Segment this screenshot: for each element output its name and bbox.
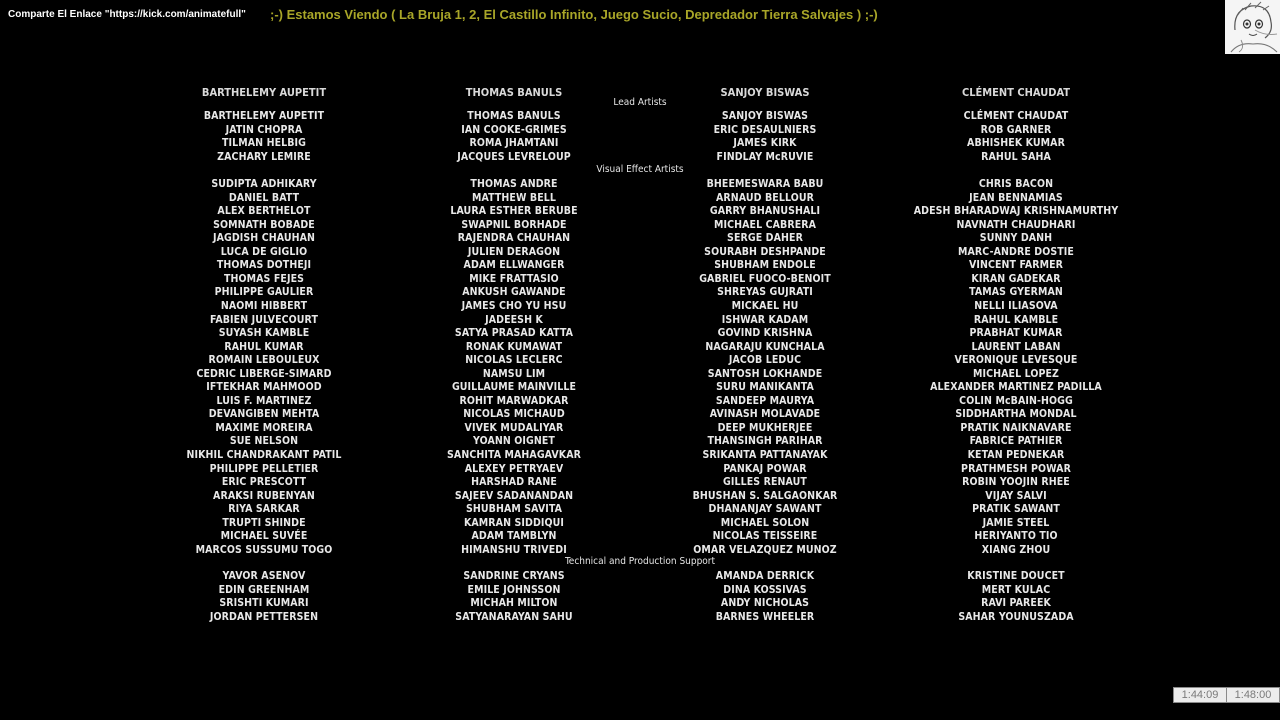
credits-row	[0, 137, 1280, 151]
credit-name: PANKAJ POWAR	[723, 462, 807, 475]
credit-name: MICHAEL LOPEZ	[972, 367, 1060, 380]
credits-section-heading: Visual Effect Artists	[596, 164, 684, 175]
credit-name: LUCA DE GIGLIO	[220, 245, 308, 258]
credit-name: ALEX BERTHELOT	[217, 205, 311, 218]
credit-name: FINDLAY McRUVIE	[716, 150, 814, 163]
credits-row	[0, 300, 1280, 314]
credit-name: SRISHTI KUMARI	[219, 597, 309, 609]
credit-name: SANCHITA MAHAGAVKAR	[447, 449, 581, 461]
credit-name: SAHAR YOUNUSZADA	[958, 610, 1074, 623]
credit-name: THANSINGH PARIHAR	[707, 435, 823, 448]
credit-name: THOMAS FEJES	[223, 272, 305, 285]
credit-name: GUILLAUME MAINVILLE	[451, 381, 577, 394]
credits-row	[0, 232, 1280, 246]
credit-name: SRIKANTA PATTANAYAK	[702, 449, 828, 461]
credit-name: NAOMI HIBBERT	[220, 299, 308, 312]
credit-name: BARTHELEMY AUPETIT	[203, 110, 325, 122]
credit-name: DINA KOSSIVAS	[723, 583, 807, 596]
credit-name: FABIEN JULVECOURT	[209, 313, 319, 326]
credit-name: PHILIPPE PELLETIER	[209, 462, 319, 475]
credit-name: CEDRIC LIBERGE-SIMARD	[196, 367, 332, 380]
credit-name: COLIN McBAIN-HOGG	[959, 394, 1073, 407]
credit-name: VERONIQUE LEVESQUE	[954, 354, 1078, 367]
credits-row	[0, 327, 1280, 341]
credit-name: RAJENDRA CHAUHAN	[457, 232, 571, 245]
credits-row	[0, 463, 1280, 477]
credit-name: SHREYAS GUJRATI	[717, 286, 813, 299]
credit-name: DEEP MUKHERJEE	[717, 421, 813, 434]
credits-row	[0, 584, 1280, 598]
credit-name: CLÉMENT CHAUDAT	[963, 110, 1069, 122]
credit-name: MARCOS SUSSUMU TOGO	[195, 543, 333, 556]
credit-name: CHRIS BACON	[978, 178, 1054, 190]
credit-name: GOVIND KRISHNA	[717, 327, 813, 340]
credits-row	[0, 597, 1280, 611]
credit-name: SATYA PRASAD KATTA	[454, 327, 574, 340]
credit-name: NAGARAJU KUNCHALA	[705, 340, 825, 353]
credits-section-heading: Technical and Production Support	[564, 556, 716, 567]
credit-name: XIANG ZHOU	[981, 543, 1051, 556]
credit-name: HARSHAD RANE	[471, 476, 557, 489]
current-time-display: 1:44:09	[1173, 687, 1227, 703]
credits-row	[0, 517, 1280, 531]
credits-row	[0, 503, 1280, 517]
credit-name: MAXIME MOREIRA	[215, 421, 313, 434]
credits-row	[0, 449, 1280, 463]
credit-name: NICOLAS TEISSEIRE	[712, 530, 818, 543]
credit-name: HIMANSHU TRIVEDI	[461, 543, 567, 556]
credit-name: BHEEMESWARA BABU	[706, 178, 824, 190]
cut-off-name: THOMAS BANULS	[465, 86, 563, 99]
credit-name: DEVANGIBEN MEHTA	[208, 408, 320, 421]
credit-name: JEAN BENNAMIAS	[969, 191, 1063, 204]
credit-name: PRATIK NAIKNAVARE	[960, 421, 1072, 434]
credit-name: EDIN GREENHAM	[218, 583, 310, 596]
credit-name: SIDDHARTHA MONDAL	[955, 408, 1077, 421]
credits-section-heading: Lead Artists	[613, 97, 667, 108]
credit-name: ROMAIN LEBOULEUX	[208, 354, 320, 367]
credits-row	[0, 570, 1280, 584]
credit-name: ALEXANDER MARTINEZ PADILLA	[930, 381, 1102, 394]
cut-off-name: BARTHELEMY AUPETIT	[201, 86, 327, 99]
credit-name: NICOLAS LECLERC	[465, 354, 563, 367]
credit-name: ROBIN YOOJIN RHEE	[962, 476, 1070, 489]
credits-row	[0, 205, 1280, 219]
credit-name: NIKHIL CHANDRAKANT PATIL	[186, 449, 342, 461]
credits-row	[0, 422, 1280, 436]
total-time-display: 1:48:00	[1226, 687, 1280, 703]
credits-row	[0, 354, 1280, 368]
credits-row	[0, 530, 1280, 544]
credit-name: SANJOY BISWAS	[721, 110, 809, 122]
credit-name: ARNAUD BELLOUR	[716, 191, 814, 204]
credit-name: SUNNY DANH	[979, 232, 1053, 245]
credit-name: JORDAN PETTERSEN	[209, 610, 319, 623]
credit-name: GABRIEL FUOCO-BENOIT	[699, 272, 831, 285]
credits-row	[0, 341, 1280, 355]
credit-name: JACQUES LEVRELOUP	[457, 150, 571, 163]
credit-name: DHANANJAY SAWANT	[708, 503, 822, 516]
credit-name: SERGE DAHER	[727, 232, 803, 245]
stream-link-text: Comparte El Enlace "https://kick.com/animatefull"	[8, 9, 246, 20]
credit-name: MICHAH MILTON	[470, 597, 558, 609]
credit-name: TRUPTI SHINDE	[222, 516, 306, 529]
credit-name: SAJEEV SADANANDAN	[454, 489, 574, 502]
credits-row	[0, 124, 1280, 138]
credit-name: SUDIPTA ADHIKARY	[211, 178, 317, 190]
credits-row	[0, 368, 1280, 382]
cut-off-name: CLÉMENT CHAUDAT	[961, 86, 1071, 99]
credit-name: TAMAS GYERMAN	[969, 286, 1063, 299]
credit-name: NICOLAS MICHAUD	[463, 408, 565, 421]
credit-name: KIRAN GADEKAR	[971, 272, 1061, 285]
credit-name: SWAPNIL BORHADE	[461, 218, 567, 231]
credit-name: RAHUL KUMAR	[224, 340, 304, 353]
credit-name: MARC-ANDRE DOSTIE	[958, 245, 1074, 258]
credit-name: JAMES KIRK	[733, 137, 797, 149]
credit-name: AVINASH MOLAVADE	[709, 408, 821, 421]
credit-name: NELLI ILIASOVA	[974, 299, 1058, 312]
credit-name: LAURENT LABAN	[971, 340, 1061, 353]
credit-name: RIYA SARKAR	[228, 503, 300, 516]
credits-row	[0, 611, 1280, 625]
credit-name: DANIEL BATT	[228, 191, 300, 204]
credit-name: SOURABH DESHPANDE	[704, 245, 826, 258]
credits-row	[0, 395, 1280, 409]
credit-name: SHUBHAM SAVITA	[465, 503, 563, 516]
credit-name: ARAKSI RUBENYAN	[213, 489, 315, 502]
credits-row	[0, 151, 1280, 165]
credit-name: ERIC PRESCOTT	[221, 476, 307, 489]
credit-name: KAMRAN SIDDIQUI	[463, 516, 565, 529]
credit-name: ISHWAR KADAM	[721, 313, 809, 326]
credit-name: THOMAS ANDRE	[470, 178, 558, 190]
credit-name: JAGDISH CHAUHAN	[212, 232, 316, 245]
credits-row	[0, 246, 1280, 260]
credits-row	[0, 408, 1280, 422]
credit-name: RONAK KUMAWAT	[465, 340, 563, 353]
credits-row	[0, 435, 1280, 449]
credits-row	[0, 110, 1280, 124]
credit-name: SANTOSH LOKHANDE	[707, 367, 823, 380]
credits-row	[0, 192, 1280, 206]
credit-name: SUE NELSON	[229, 435, 299, 448]
credit-name: MIKE FRATTASIO	[469, 272, 559, 285]
credits-row	[0, 219, 1280, 233]
credits-row	[0, 490, 1280, 504]
credit-name: MICKAEL HU	[731, 299, 799, 312]
credit-name: YAVOR ASENOV	[222, 570, 306, 582]
credit-name: RAHUL KAMBLE	[973, 313, 1059, 326]
credit-name: SANDRINE CRYANS	[463, 570, 565, 582]
credit-name: ANKUSH GAWANDE	[462, 286, 566, 299]
credit-name: ABHISHEK KUMAR	[967, 137, 1065, 149]
credit-name: LUIS F. MARTINEZ	[216, 394, 312, 407]
credit-name: MATTHEW BELL	[472, 191, 556, 204]
credit-name: SANDEEP MAURYA	[715, 394, 815, 407]
credit-name: JAMIE STEEL	[982, 516, 1050, 529]
credit-name: ROMA JHAMTANI	[469, 137, 559, 149]
credit-name: TILMAN HELBIG	[221, 137, 307, 149]
credit-name: OMAR VELAZQUEZ MUNOZ	[693, 543, 837, 556]
credit-name: ROHIT MARWADKAR	[459, 394, 569, 407]
credit-name: VIVEK MUDALIYAR	[464, 421, 564, 434]
credit-name: GARRY BHANUSHALI	[709, 205, 821, 218]
credit-name: FABRICE PATHIER	[969, 435, 1063, 448]
credit-name: ADAM ELLWANGER	[463, 259, 565, 272]
credit-name: MICHAEL SUVÉE	[220, 530, 308, 543]
credit-name: JATIN CHOPRA	[225, 123, 303, 136]
credit-name: PRABHAT KUMAR	[969, 327, 1063, 340]
credit-name: ANDY NICHOLAS	[720, 597, 810, 609]
credits-row	[0, 314, 1280, 328]
marquee-text: ;-) Estamos Viendo ( La Bruja 1, 2, El Castillo Infinito, Juego Sucio, Depredador Tierra Salvajes ) ;-)	[270, 7, 878, 22]
credit-name: KETAN PEDNEKAR	[967, 449, 1065, 461]
credit-name: VINCENT FARMER	[968, 259, 1064, 272]
credits-row	[0, 273, 1280, 287]
credit-name: RAHUL SAHA	[981, 150, 1051, 163]
credits-cut-off-row	[0, 84, 1280, 99]
credit-name: ADESH BHARADWAJ KRISHNAMURTHY	[913, 205, 1119, 218]
cut-off-name: SANJOY BISWAS	[720, 86, 810, 99]
credit-name: BARNES WHEELER	[715, 610, 815, 623]
credit-name: ERIC DESAULNIERS	[713, 123, 817, 136]
credit-name: ALEXEY PETRYAEV	[464, 462, 564, 475]
credits-row	[0, 476, 1280, 490]
credit-name: MICHAEL CABRERA	[713, 218, 817, 231]
credit-name: RAVI PAREEK	[981, 597, 1051, 609]
credit-name: PRATIK SAWANT	[972, 503, 1060, 516]
credit-name: JADEESH K	[485, 313, 543, 326]
credits-row	[0, 381, 1280, 395]
credits-row	[0, 178, 1280, 192]
credit-name: NAVNATH CHAUDHARI	[956, 218, 1076, 231]
credits-row	[0, 259, 1280, 273]
credit-name: JULIEN DERAGON	[467, 245, 561, 258]
credit-name: MICHAEL SOLON	[720, 516, 810, 529]
credit-name: IAN COOKE-GRIMES	[461, 123, 567, 136]
credit-name: GILLES RENAUT	[723, 476, 807, 489]
credit-name: PHILIPPE GAULIER	[214, 286, 314, 299]
credit-name: THOMAS DOTHEJI	[216, 259, 312, 272]
credit-name: NAMSU LIM	[482, 367, 546, 380]
credit-name: SUYASH KAMBLE	[218, 327, 310, 340]
credit-name: MERT KULAC	[981, 583, 1051, 596]
credit-name: SURU MANIKANTA	[716, 381, 814, 394]
credit-name: JAMES CHO YU HSU	[461, 299, 567, 312]
credit-name: ZACHARY LEMIRE	[217, 150, 311, 163]
credit-name: EMILE JOHNSSON	[467, 583, 561, 596]
credit-name: BHUSHAN S. SALGAONKAR	[692, 489, 838, 502]
credit-name: SOMNATH BOBADE	[213, 218, 315, 231]
credit-name: VIJAY SALVI	[985, 489, 1047, 502]
credit-name: ROB GARNER	[980, 123, 1052, 136]
credit-name: ADAM TAMBLYN	[471, 530, 557, 543]
credit-name: THOMAS BANULS	[467, 110, 561, 122]
credit-name: KRISTINE DOUCET	[967, 570, 1065, 582]
credits-row	[0, 286, 1280, 300]
credit-name: SHUBHAM ENDOLE	[714, 259, 816, 272]
credit-name: IFTEKHAR MAHMOOD	[206, 381, 322, 394]
credit-name: YOANN OIGNET	[473, 435, 555, 448]
credit-name: PRATHMESH POWAR	[961, 462, 1071, 475]
credit-name: JACOB LEDUC	[728, 354, 802, 367]
credit-name: HERIYANTO TIO	[974, 530, 1058, 543]
credit-name: LAURA ESTHER BERUBE	[450, 205, 578, 218]
credit-name: AMANDA DERRICK	[715, 570, 815, 582]
credit-name: SATYANARAYAN SAHU	[455, 610, 573, 623]
